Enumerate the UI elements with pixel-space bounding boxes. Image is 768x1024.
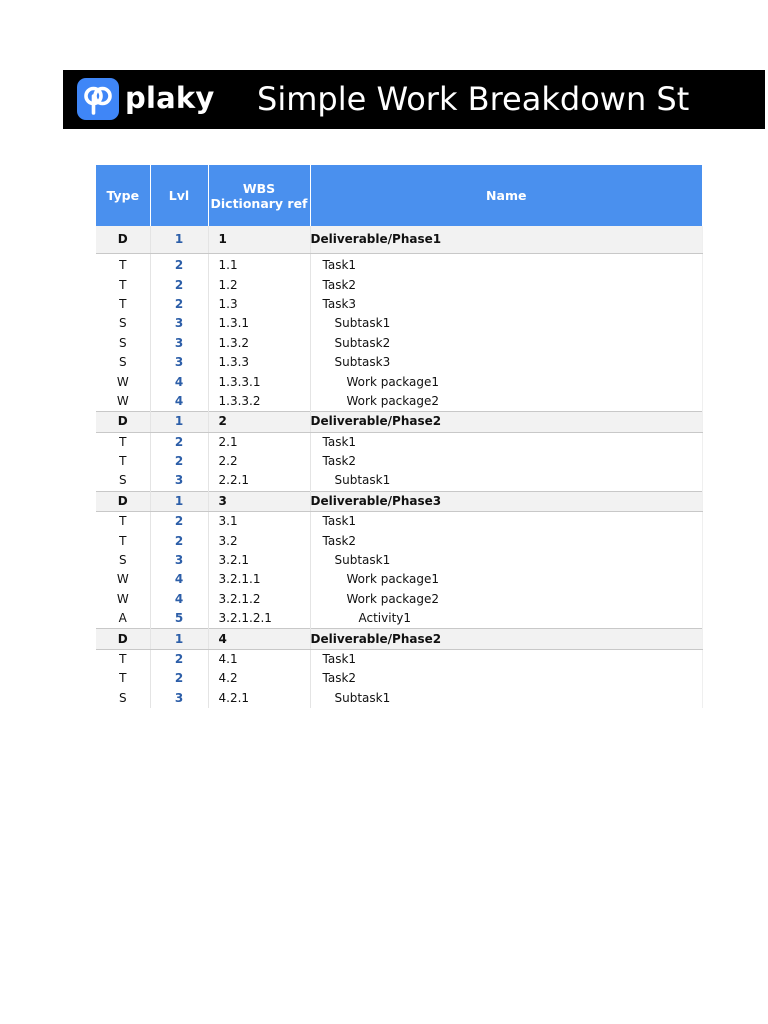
cell-type: W — [96, 590, 150, 609]
cell-wbs-ref: 2 — [208, 412, 310, 432]
cell-type: T — [96, 256, 150, 275]
cell-lvl: 3 — [150, 314, 208, 333]
cell-name: Deliverable/Phase2 — [310, 412, 702, 432]
cell-name: Deliverable/Phase2 — [310, 629, 702, 649]
cell-type: T — [96, 512, 150, 532]
cell-lvl: 5 — [150, 609, 208, 629]
table-row — [96, 531, 702, 550]
table-row — [96, 452, 702, 471]
cell-lvl: 3 — [150, 334, 208, 353]
cell-type: S — [96, 353, 150, 372]
cell-name: Task1 — [310, 649, 702, 669]
table-row — [96, 570, 702, 589]
cell-name: Subtask3 — [310, 353, 702, 372]
cell-name: Subtask1 — [310, 689, 702, 708]
table-row — [96, 295, 702, 314]
column-header-wbs-ref — [208, 165, 310, 226]
cell-wbs-ref: 3 — [208, 491, 310, 511]
table-row — [96, 551, 702, 570]
table-row-deliverable — [96, 491, 702, 511]
column-header-type: Type — [96, 165, 150, 226]
cell-lvl: 1 — [150, 491, 208, 511]
cell-type: S — [96, 334, 150, 353]
cell-name: Work package2 — [310, 590, 702, 609]
cell-lvl: 3 — [150, 689, 208, 708]
cell-name: Task2 — [310, 452, 702, 471]
cell-lvl: 2 — [150, 452, 208, 471]
cell-lvl: 2 — [150, 531, 208, 550]
cell-type: S — [96, 551, 150, 570]
cell-lvl: 2 — [150, 649, 208, 669]
cell-wbs-ref: 4.2 — [208, 669, 310, 688]
cell-lvl: 1 — [150, 226, 208, 254]
table-row — [96, 334, 702, 353]
cell-lvl: 2 — [150, 256, 208, 275]
cell-name: Task2 — [310, 275, 702, 294]
cell-wbs-ref: 3.2.1.2.1 — [208, 609, 310, 629]
cell-type: W — [96, 372, 150, 391]
cell-name: Task2 — [310, 531, 702, 550]
cell-type: S — [96, 689, 150, 708]
cell-wbs-ref: 3.2.1 — [208, 551, 310, 570]
cell-type: D — [96, 491, 150, 511]
table-row — [96, 649, 702, 669]
cell-lvl: 1 — [150, 412, 208, 432]
cell-name: Subtask1 — [310, 551, 702, 570]
table-row — [96, 432, 702, 452]
cell-wbs-ref: 1.3.2 — [208, 334, 310, 353]
cell-lvl: 2 — [150, 432, 208, 452]
table-row — [96, 669, 702, 688]
cell-lvl: 3 — [150, 551, 208, 570]
cell-name: Activity1 — [310, 609, 702, 629]
cell-type: A — [96, 609, 150, 629]
cell-name: Task2 — [310, 669, 702, 688]
cell-name: Subtask1 — [310, 471, 702, 491]
cell-wbs-ref: 1.3.1 — [208, 314, 310, 333]
cell-wbs-ref: 1.3 — [208, 295, 310, 314]
cell-wbs-ref: 1.1 — [208, 256, 310, 275]
cell-lvl: 4 — [150, 392, 208, 412]
table-body — [96, 226, 702, 708]
cell-wbs-ref: 3.2 — [208, 531, 310, 550]
cell-wbs-ref: 1.3.3.1 — [208, 372, 310, 391]
table-row-deliverable — [96, 226, 702, 254]
cell-wbs-ref: 1.2 — [208, 275, 310, 294]
cell-name: Deliverable/Phase1 — [310, 226, 702, 254]
cell-name: Task1 — [310, 432, 702, 452]
table-row — [96, 609, 702, 629]
cell-type: W — [96, 392, 150, 412]
cell-wbs-ref: 2.2.1 — [208, 471, 310, 491]
cell-name: Work package1 — [310, 570, 702, 589]
cell-name: Task3 — [310, 295, 702, 314]
cell-wbs-ref: 3.2.1.1 — [208, 570, 310, 589]
cell-name: Task1 — [310, 256, 702, 275]
cell-wbs-ref: 2.1 — [208, 432, 310, 452]
cell-wbs-ref: 3.2.1.2 — [208, 590, 310, 609]
table-row-deliverable — [96, 412, 702, 432]
cell-type: T — [96, 275, 150, 294]
header-banner — [63, 70, 765, 129]
table-row — [96, 512, 702, 532]
cell-name: Subtask2 — [310, 334, 702, 353]
cell-lvl: 2 — [150, 295, 208, 314]
cell-type: W — [96, 570, 150, 589]
table-row — [96, 590, 702, 609]
column-header-wbs-ref-label: WBS Dictionary ref — [210, 180, 308, 211]
cell-name: Work package1 — [310, 372, 702, 391]
cell-lvl: 4 — [150, 570, 208, 589]
table-row-deliverable — [96, 629, 702, 649]
cell-wbs-ref: 4 — [208, 629, 310, 649]
table-row — [96, 392, 702, 412]
cell-lvl: 2 — [150, 512, 208, 532]
table-row — [96, 471, 702, 491]
plaky-logo-icon — [77, 78, 119, 120]
cell-lvl: 2 — [150, 275, 208, 294]
cell-type: T — [96, 432, 150, 452]
cell-type: T — [96, 531, 150, 550]
cell-wbs-ref: 1 — [208, 226, 310, 254]
cell-type: T — [96, 295, 150, 314]
cell-lvl: 4 — [150, 590, 208, 609]
column-header-lvl: Lvl — [150, 165, 208, 226]
cell-name: Deliverable/Phase3 — [310, 491, 702, 511]
brand-name: plaky — [125, 81, 215, 115]
cell-wbs-ref: 2.2 — [208, 452, 310, 471]
cell-name: Work package2 — [310, 392, 702, 412]
cell-wbs-ref: 1.3.3 — [208, 353, 310, 372]
cell-wbs-ref: 4.1 — [208, 649, 310, 669]
cell-type: T — [96, 452, 150, 471]
wbs-table — [96, 165, 703, 708]
table-row — [96, 353, 702, 372]
cell-lvl: 4 — [150, 372, 208, 391]
table-row — [96, 372, 702, 391]
cell-type: T — [96, 669, 150, 688]
cell-type: S — [96, 314, 150, 333]
cell-type: T — [96, 649, 150, 669]
cell-lvl: 3 — [150, 471, 208, 491]
cell-type: D — [96, 412, 150, 432]
table-row — [96, 256, 702, 275]
document-title: Simple Work Breakdown St — [257, 80, 690, 118]
cell-type: D — [96, 226, 150, 254]
cell-name: Task1 — [310, 512, 702, 532]
column-header-name: Name — [310, 165, 702, 226]
table-row — [96, 275, 702, 294]
cell-wbs-ref: 4.2.1 — [208, 689, 310, 708]
cell-lvl: 2 — [150, 669, 208, 688]
table-row — [96, 689, 702, 708]
cell-name: Subtask1 — [310, 314, 702, 333]
cell-lvl: 1 — [150, 629, 208, 649]
cell-wbs-ref: 1.3.3.2 — [208, 392, 310, 412]
cell-lvl: 3 — [150, 353, 208, 372]
table-header-row — [96, 165, 702, 226]
cell-type: S — [96, 471, 150, 491]
table-row — [96, 314, 702, 333]
cell-type: D — [96, 629, 150, 649]
cell-wbs-ref: 3.1 — [208, 512, 310, 532]
